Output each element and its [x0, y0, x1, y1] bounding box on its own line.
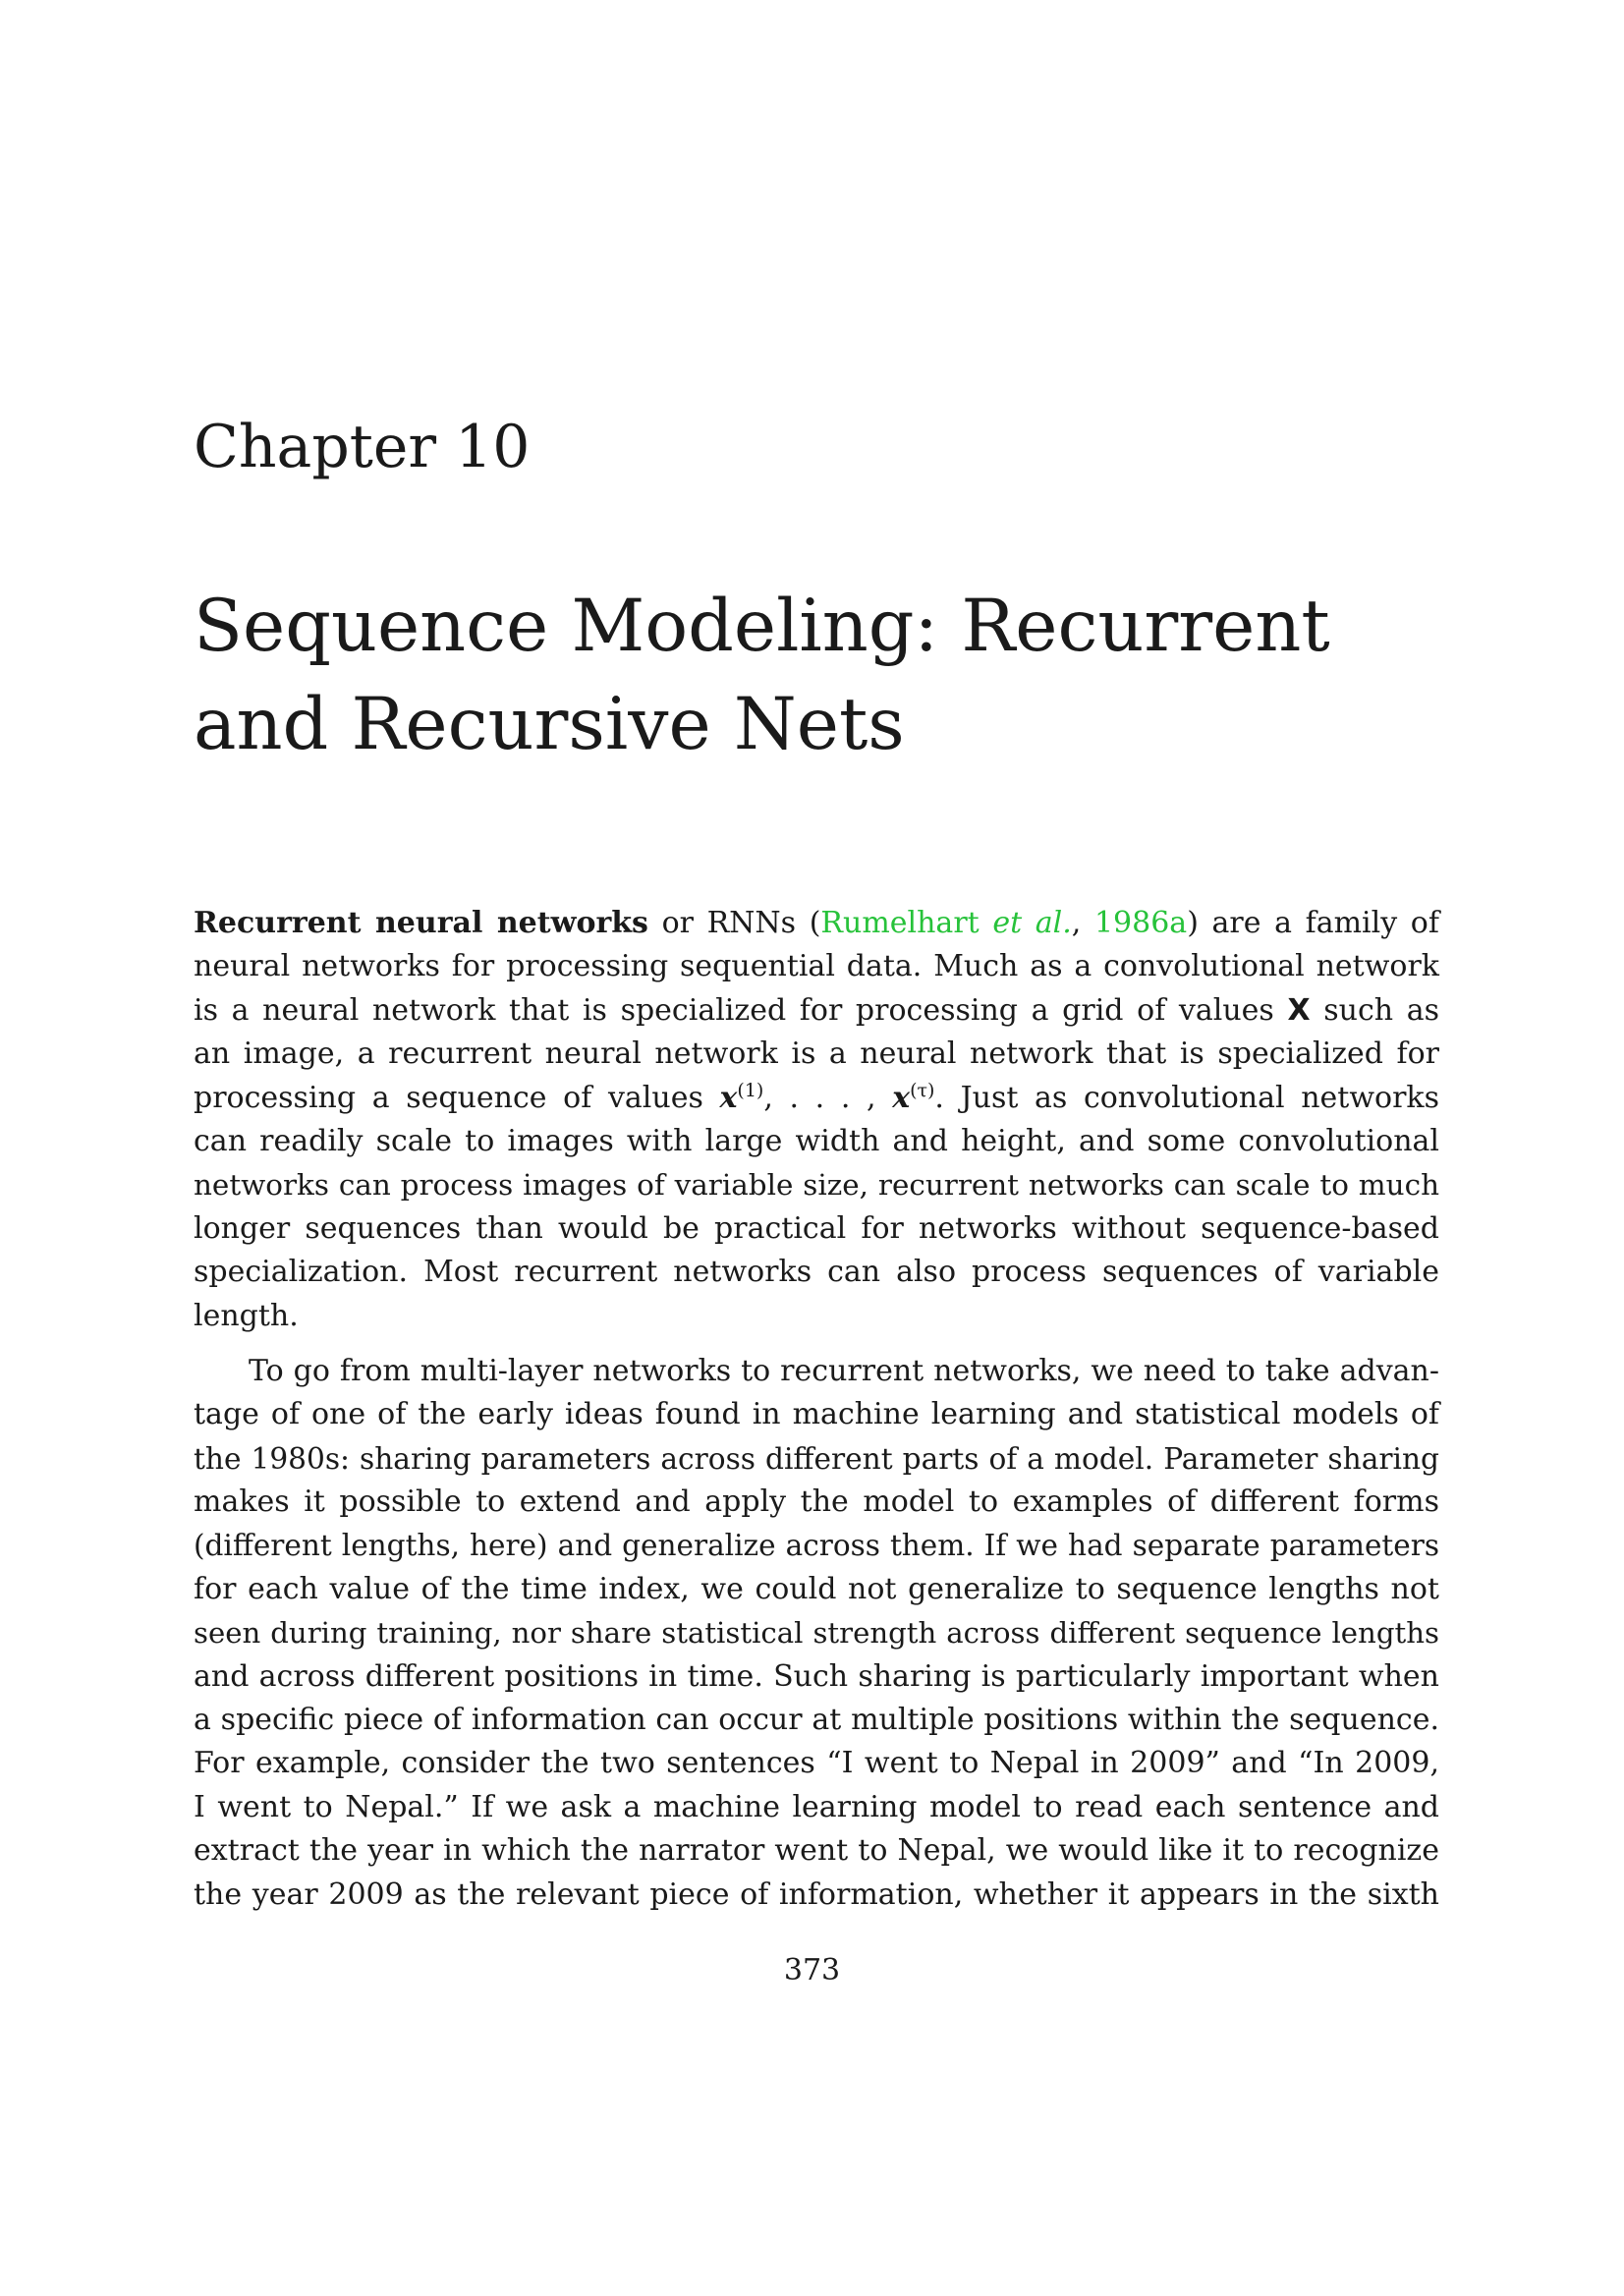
- chapter-label: Chapter 10: [194, 413, 531, 481]
- text-line: for each value of the time index, we could not generalize to sequence lengths not: [194, 1571, 1439, 1606]
- text-line: an image, a recurrent neural network is a neural network that is specialized for: [194, 1036, 1439, 1072]
- superscript: (τ): [910, 1079, 935, 1101]
- text-run: such as: [1310, 992, 1439, 1028]
- citation-link[interactable]: [820, 906, 1071, 940]
- text-line: To go from multi-layer networks to recurrent networks, we need to take advan-: [249, 1353, 1439, 1388]
- text-line: can readily scale to images with large width and height, and some convolutional: [194, 1123, 1439, 1158]
- superscript: (1): [737, 1079, 764, 1101]
- text-run: is a neural network that is specialized for processing a grid of values: [194, 992, 1288, 1028]
- text-run: or RNNs (: [647, 906, 821, 940]
- text-line: seen during training, nor share statistical strength across different sequence lengths: [194, 1616, 1439, 1651]
- text-line: a specific piece of information can occur at multiple positions within the sequence.: [194, 1703, 1439, 1738]
- paragraph-2: [194, 1350, 1439, 1917]
- chapter-title: [194, 578, 1330, 774]
- text-line: [194, 1077, 1439, 1120]
- text-line: length.: [194, 1298, 299, 1333]
- text-line: makes it possible to extend and apply the model to examples of different forms: [194, 1484, 1439, 1520]
- text-line: [194, 989, 1439, 1033]
- text-line: neural networks for processing sequential data. Much as a convolutional network: [194, 949, 1439, 984]
- chapter-title-line-2: and Recursive Nets: [194, 683, 905, 766]
- paragraph-1: [194, 902, 1439, 1338]
- vector-symbol: x: [719, 1080, 738, 1115]
- text-line: longer sequences than would be practical for networks without sequence-based: [194, 1210, 1439, 1246]
- body-text: [194, 902, 1439, 1917]
- text-line: networks can process images of variable size, recurrent networks can scale to much: [194, 1168, 1439, 1203]
- text-line: extract the year in which the narrator went to Nepal, we would like it to recognize: [194, 1833, 1439, 1869]
- text-run: , . . . ,: [763, 1080, 893, 1115]
- text-line: the 1980s: sharing parameters across different parts of a model. Parameter sharing: [194, 1441, 1439, 1476]
- citation-etal: et al.: [992, 906, 1072, 940]
- page-number: 373: [783, 1953, 841, 1988]
- text-line: and across different positions in time. Such sharing is particularly important when: [194, 1658, 1439, 1694]
- text-line: tage of one of the early ideas found in machine learning and statistical models of: [194, 1397, 1439, 1432]
- text-run: ,: [1071, 906, 1094, 940]
- text-line: For example, consider the two sentences “I went to Nepal in 2009” and “In 2009,: [194, 1746, 1439, 1781]
- text-run: . Just as convolutional networks: [934, 1080, 1439, 1115]
- citation-author: Rumelhart: [820, 906, 993, 940]
- text-line: specialization. Most recurrent networks can also process sequences of variable: [194, 1255, 1439, 1290]
- tensor-symbol: X: [1287, 992, 1311, 1028]
- text-run: ) are a family of: [1187, 906, 1439, 940]
- text-line: [194, 902, 1439, 945]
- text-run: processing a sequence of values: [194, 1080, 720, 1115]
- text-line: the year 2009 as the relevant piece of information, whether it appears in the sixth: [194, 1876, 1439, 1912]
- citation-year-link[interactable]: 1986a: [1093, 906, 1188, 940]
- defined-term: Recurrent neural networks: [194, 906, 648, 940]
- text-line: I went to Nepal.” If we ask a machine learning model to read each sentence and: [194, 1789, 1439, 1824]
- text-line: (different lengths, here) and generalize across them. If we had separate parameters: [194, 1529, 1439, 1563]
- chapter-title-line-1: Sequence Modeling: Recurrent: [194, 585, 1330, 668]
- vector-symbol: x: [892, 1080, 911, 1115]
